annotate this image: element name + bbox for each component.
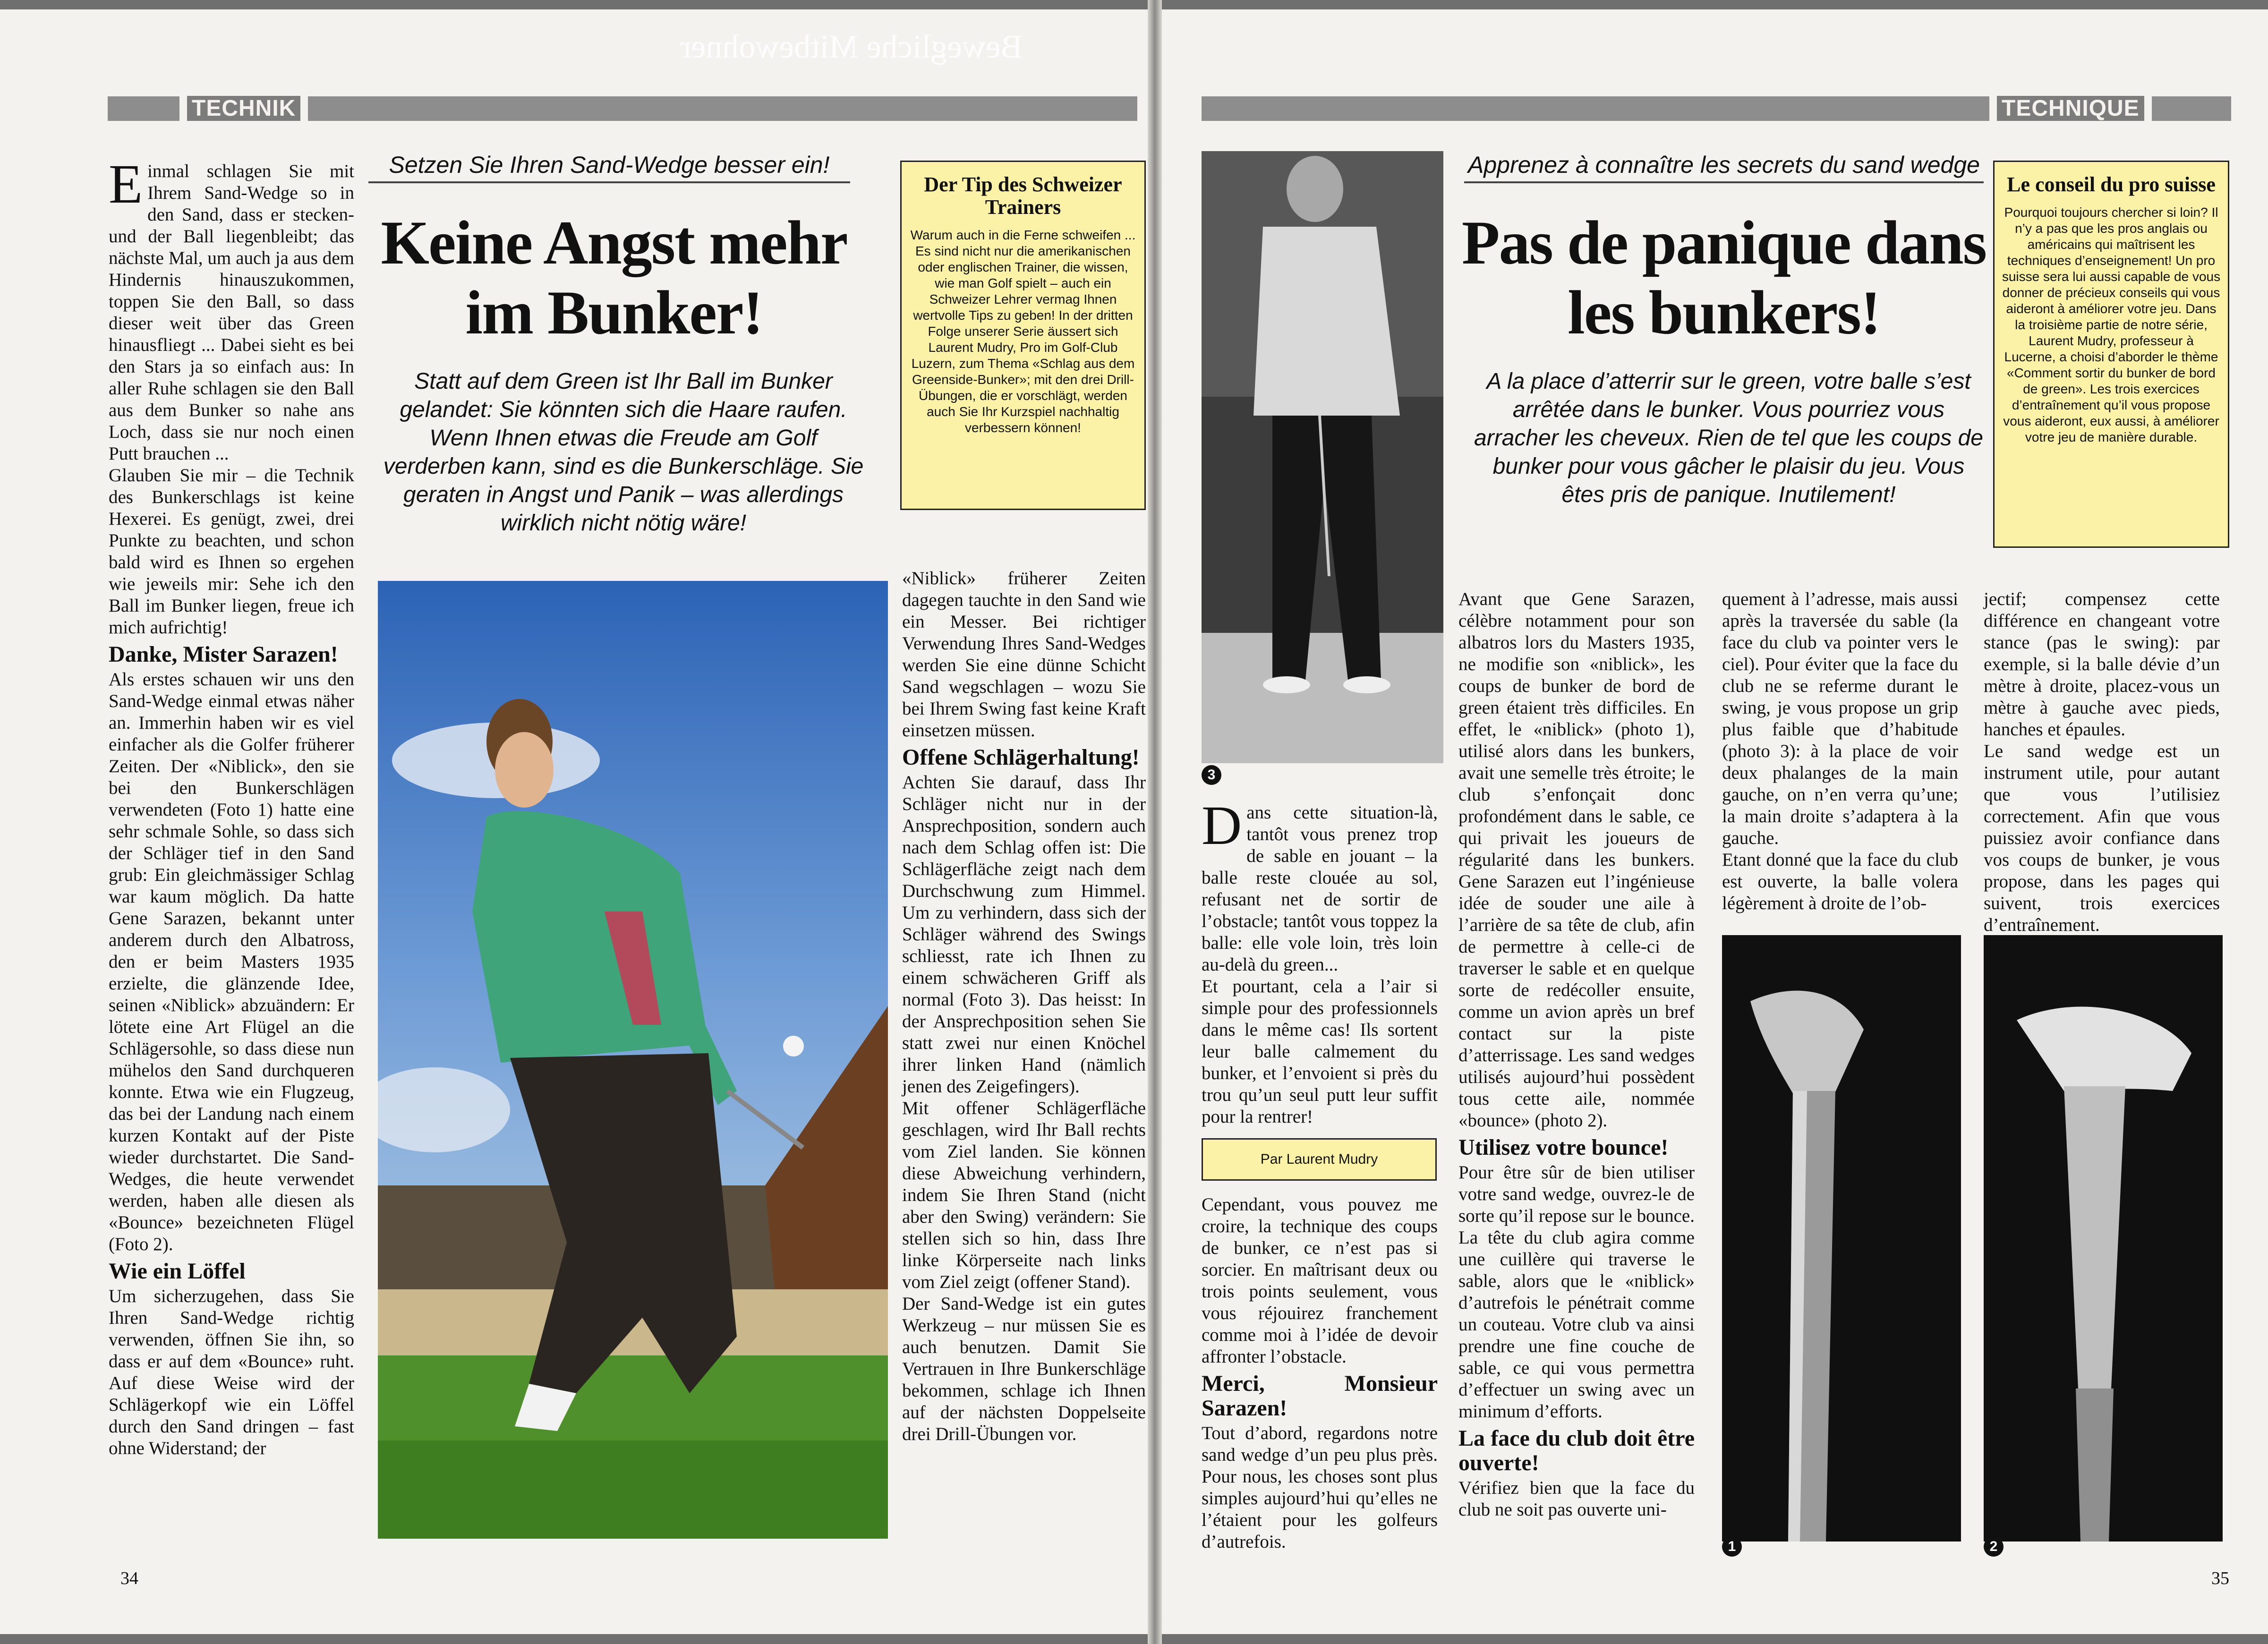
sand-wedge-photo [1984, 935, 2223, 1542]
article-column-1 [109, 153, 354, 1459]
dropcap: E [109, 153, 143, 215]
article-column-3 [902, 568, 1146, 1445]
paragraph: Et pourtant, cela a l’air si simple pour des professionnels dans le même cas! Ils sortent leur balle calmement du bunker, et l’envoient si près du trou qu’un seul putt leur suffit pour la rentrer! [1202, 976, 1438, 1127]
subheading: Danke, Mister Sarazen! [109, 642, 338, 667]
paragraph: inmal schlagen Sie mit Ihrem Sand-Wedge so in den Sand, dass er stecken- und der Ball liegenbleibt; das nächste Mal, um auch ja aus dem Hindernis hinauszukommen, toppen Sie den Ball, so dass dieser weit über das Green hinausfliegt ... Dabei sieht es bei den Stars ja so einfach aus: In aller Ruhe schlagen sie den Ball aus dem Bunker so nahe ans Loch, dass sie nur noch einen Putt brauchen ... [109, 161, 354, 464]
tip-title: Le conseil du pro suisse [2007, 173, 2216, 196]
paragraph: Cependant, vous pouvez me croire, la technique des coups de bunker, ce n’est pas si sorcier. En maîtrisant deux ou trois points seulement, vous vous réjouirez franchement comme moi à l’idée de devoir affronter l’obstacle. [1202, 1194, 1438, 1367]
byline-box: Par Laurent Mudry [1202, 1138, 1437, 1181]
article-column-2 [1458, 588, 1695, 1521]
subheading: La face du club doit être ouverte! [1458, 1426, 1695, 1475]
subheading: Merci, Monsieur Sarazen! [1202, 1371, 1438, 1421]
niblick-club-photo [1722, 935, 1961, 1542]
ghost-title: Bewegliche Mitbewohner [680, 29, 1023, 65]
headline: Keine Angst mehr im Bunker! [381, 208, 847, 347]
article-column-4 [1984, 588, 2220, 936]
tip-text: Pourquoi toujours chercher si loin? Il n’y a pas que les pros anglais ou américains qui maîtrisent les techniques d’enseignement! Un pro suisse sera lui aussi capable de vous donner de précieux conseils qui vous aideront à améliorer votre jeu. Dans la troisième partie de notre série, Laurent Mudry, professeur à Lucerne, a choisi d’aborder le thème «Comment sortir du bunker de bord de green». Les trois exercices d’entraînement qu’il vous propose vous aideront, eux aussi, à améliorer votre jeu de manière durable. [2002, 205, 2221, 444]
tip-text: Warum auch in die Ferne schweifen ... Es sind nicht nur die amerikanischen oder englischen Trainer, die wissen, wie man Golf spielt – auch ein Schweizer Lehrer vermag Ihnen wertvolle Tips zu geben! In der dritten Folge unserer Serie äussert sich Laurent Mudry, Pro im Golf-Club Luzern, zum Thema «Schlag aus dem Greenside-Bunker»; mit den drei Drill-Übungen, die er vorschlägt, werden auch Sie Ihr Kurzspiel nachhaltig verbessern können! [910, 228, 1136, 435]
paragraph: Glauben Sie mir – die Technik des Bunkerschlags ist keine Hexerei. Es genügt, zwei, drei Punkte zu beachten, und schon bald wird es Ihnen so ergehen wie jeweils mir: Sehe ich den Ball im Bunker liegen, freue ich mich aufrichtig! [109, 465, 354, 638]
article-column-1 [1202, 794, 1438, 1553]
paragraph: Als erstes schauen wir uns den Sand-Wedge einmal etwas näher an. Immerhin haben wir es viel einfacher als die Golfer früherer Zeiten. Der «Niblick», den sie bei den Bunkerschlägen verwendeten (Foto 1) hatte eine sehr schmale Sohle, so dass sich der Schläger tief in den Sand grub: Ein gleichmässiger Schlag war kaum möglich. Da hatte Gene Sarazen, bekannt unter anderem durch den Albatross, den er beim Masters 1935 erzielte, die glänzende Idee, seinen «Niblick» abzuändern: Er lötete eine Art Flügel an die Schlägersohle, so dass diese nun mühelos den Sand durchqueren konnte. Etwa wie ein Flugzeug, das bei der Landung nach einem kurzen Kontakt auf der Piste wieder durchstartet. Die Sand-Wedges, die heute verwendet werden, haben alle diesen als «Bounce» bezeichneten Flügel (Foto 2). [109, 669, 354, 1254]
headline: Pas de panique dans les bunkers! [1461, 208, 1987, 347]
gutter [1148, 0, 1162, 1644]
paragraph: Le sand wedge est un instrument utile, pour autant que vous l’utilisiez correctement. Afin que vous puissiez avoir confiance dans vos coups de bunker, je vous propose, dans les pages qui suivent, trois exercices d’entraînement. [1984, 741, 2220, 935]
golfer-bunker-photo [378, 581, 888, 1539]
paragraph: Der Sand-Wedge ist ein gutes Werkzeug – nur müssen Sie es auch benutzen. Damit Sie Vertrauen in Ihre Bunkerschläge bekommen, schlage ich Ihnen auf der nächsten Doppelseite drei Drill-Übungen vor. [902, 1294, 1146, 1444]
tip-title: Der Tip des Schweizer Trainers [924, 173, 1122, 219]
paragraph: «Niblick» früherer Zeiten dagegen tauchte in den Sand wie ein Messer. Bei richtiger Verwendung Ihres Sand-Wedges werden Sie eine dünne Schicht Sand wegschlagen – wozu Sie bei Ihrem Swing fast keine Kraft einsetzen müssen. [902, 568, 1146, 741]
photo-3-marker: 3 [1202, 765, 1221, 785]
paragraph: Pour être sûr de bien utiliser votre sand wedge, ouvrez-le de sorte qu’il repose sur le bounce. La tête du club agira comme une cuillère qui traverse le sable, alors que le «niblick» d’autrefois le pénétrait comme un couteau. Votre club va ainsi prendre une fine couche de sable, ce qui vous permettra d’effectuer un swing avec un minimum d’efforts. [1458, 1162, 1695, 1422]
golfer-address-photo [1202, 151, 1443, 763]
article-column-3 [1722, 588, 1958, 914]
page-number: 35 [2211, 1568, 2229, 1588]
photo-1-marker: 1 [1722, 1537, 1742, 1557]
section-label: TECHNIQUE [1989, 96, 2152, 121]
dropcap: D [1202, 794, 1242, 856]
paragraph: quement à l’adresse, mais aussi après la traversée du sable (la face du club va pointer vers le ciel). Pour éviter que la face du club ne se referme durant le swing, je vous propose un grip plus faible que d’habitude (photo 3): à la place de voir deux phalanges de la main gauche, on n’en verra qu’une; la main droite s’adaptera à la gauche. [1722, 589, 1958, 848]
paragraph: ans cette situation-là, tantôt vous prenez trop de sable en jouant – la balle reste clouée au sol, refusant net de sortir de l’obstacle; tantôt vous toppez la balle: elle vole loin, très loin au-delà du green... [1202, 802, 1438, 975]
paragraph: Avant que Gene Sarazen, célèbre notamment pour son albatros lors du Masters 1935, ne modifie son «niblick», les coups de bunker de bord de green étaient très difficiles. En effet, le «niblick» (photo 1), utilisé alors dans les bunkers, avait une semelle très étroite; le club s’enfonçait donc profondément dans le sable, ce qui privait les joueurs de régularité dans les bunkers. Gene Sarazen eut l’ingénieuse idée de souder une aile à l’arrière de sa tête de club, afin de permettre à celle-ci de traverser le sable et en quelque sorte de redécoller ensuite, comme un avion après un bref contact sur la piste d’atterrissage. Les sand wedges utilisés aujourd’hui possèdent tous cette aile, nommée «bounce» (photo 2). [1458, 589, 1695, 1131]
tip-box [1993, 161, 2229, 548]
paragraph: Um sicherzugehen, dass Sie Ihren Sand-Wedge richtig verwenden, öffnen Sie ihn, so dass er auf dem «Bounce» ruht. Auf diese Weise wird der Schlägerkopf wie ein Löffel durch den Sand dringen – fast ohne Widerstand; der [109, 1286, 354, 1458]
page-number: 34 [120, 1568, 138, 1588]
tip-box [900, 161, 1146, 510]
paragraph: Vérifiez bien que la face du club ne soit pas ouverte uni- [1458, 1478, 1695, 1520]
subheading: Wie ein Löffel [109, 1259, 246, 1284]
subheading: Utilisez votre bounce! [1458, 1135, 1669, 1160]
kicker: Apprenez à connaître les secrets du sand wedge [1464, 151, 1984, 183]
photo-2-marker: 2 [1984, 1537, 2004, 1557]
lead: Statt auf dem Green ist Ihr Ball im Bunker gelandet: Sie könnten sich die Haare raufen. Wenn Ihnen etwas die Freude am Golf verderben kann, sind es die Bunkerschläge. Sie geraten in Angst und Panik – was allerdings wirklich nicht nötig wäre! [383, 369, 864, 536]
right-page [1162, 9, 2268, 1634]
paragraph: Achten Sie darauf, dass Ihr Schläger nicht nur in der Ansprechposition, sondern auch nach dem Schlag offen ist: Die Schlägerfläche zeigt nach dem Durchschwung zum Himmel. Um zu verhindern, dass sich der Schläger während des Swings schliesst, rate ich Ihnen zu einem schwächeren Griff als normal (Foto 3). Das heisst: In der Ansprechposition sehen Sie statt zwei nur einen Knöchel ihrer linken Hand (nämlich jenen des Zeigefingers). [902, 772, 1146, 1097]
section-label: TECHNIK [179, 96, 308, 121]
paragraph: Tout d’abord, regardons notre sand wedge d’un peu plus près. Pour nous, les choses sont plus simples aujourd’hui qu’elles ne l’étaient pour les golfeurs d’autrefois. [1202, 1423, 1438, 1552]
left-page [0, 9, 1148, 1634]
paragraph: Etant donné que la face du club est ouverte, la balle volera légèrement à droite de l’ob- [1722, 850, 1958, 913]
lead: A la place d’atterrir sur le green, votre balle s’est arrêtée dans le bunker. Vous pourriez vous arracher les cheveux. Rien de tel que les coups de bunker pour vous gâcher le plaisir du jeu. Vous êtes pris de panique. Inutilement! [1474, 369, 1983, 507]
subheading: Offene Schlägerhaltung! [902, 745, 1140, 770]
paragraph: jectif; compensez cette différence en changeant votre stance (pas le swing): par exemple, si la balle dévie d’un mètre à droite, placez-vous un mètre à gauche avec pieds, hanches et épaules. [1984, 589, 2220, 740]
paragraph: Mit offener Schlägerfläche geschlagen, wird Ihr Ball rechts vom Ziel landen. Sie können diese Abweichung verhindern, indem Sie Ihren Stand (nicht aber den Swing) verändern: Sie stellen sich so hin, dass Ihre linke Körperseite nach links vom Ziel zeigt (offener Stand). [902, 1098, 1146, 1292]
kicker: Setzen Sie Ihren Sand-Wedge besser ein! [368, 151, 850, 183]
